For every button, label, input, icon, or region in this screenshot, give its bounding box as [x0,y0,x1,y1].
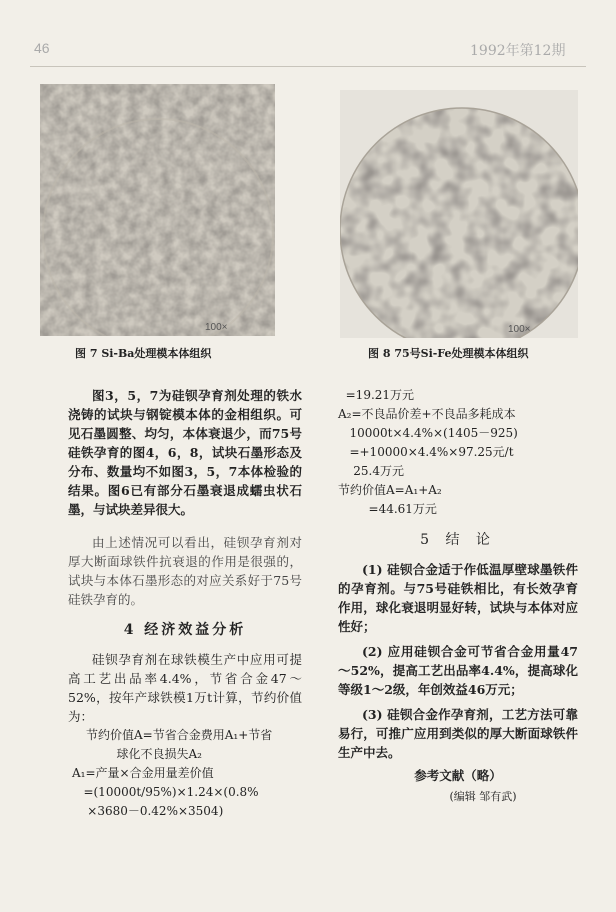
references-note: 参考文献（略） [414,768,502,783]
formula-line: 10000t×4.4%×(1405－925) [338,426,518,440]
formula-line: A₁=产量×合金用量差价值 [72,766,214,780]
figure-8-caption: 图 8 75号Si-Fe处理模本体组织 [368,347,529,360]
issue-label: 1992年第12期 [470,43,566,59]
formula-line: =19.21万元 [338,388,415,402]
left-column [68,386,302,821]
figure-7-scale: 100× [205,322,228,333]
paragraph-economics: 硅钡孕育剂在球铁模生产中应用可提高工艺出品率4.4%，节省合金47～52%，按年产球铁模1万t计算，节约价值为： [68,652,302,724]
figure-8-scale: 100× [508,324,531,335]
conclusion-2: (2) 应用硅钡合金可节省合金用量47～52%，提高工艺出品率4.4%，提高球化等级1～2级，年创效益46万元； [338,644,578,697]
formula-line: =(10000t/95%)×1.24×(0.8% [72,785,259,799]
formula-line: 球化不良损失A₂ [86,747,202,761]
header-rule [30,66,586,67]
editor-note: (编辑 邹有武) [449,790,517,803]
conclusion-3: (3) 硅钡合金作孕育剂，工艺方法可靠易行，可推广应用到类似的厚大断面球铁件生产中去。 [338,707,578,760]
page-number: 46 [34,40,50,56]
micrograph-7-texture [40,84,275,336]
formula-line: =+10000×4.4%×97.25元/t [338,445,514,459]
paragraph-metallography: 图3，5，7为硅钡孕育剂处理的铁水浇铸的试块与钢锭模本体的金相组织。可见石墨圆整、均匀，本体衰退少，而75号硅铁孕育的图4，6，8，试块石墨形态及分布、数量均不如图3，5，7本体检验的结果。图6已有部分石墨衰退成蠕虫状石墨，与试块差异很大。 [68,388,302,517]
formula-line: ×3680－0.42%×3504) [72,804,224,818]
formula-line: 25.4万元 [338,464,404,478]
micrograph-8-texture [340,90,578,338]
paragraph-summary: 由上述情况可以看出，硅钡孕育剂对厚大断面球铁件抗衰退的作用是很强的，试块与本体石墨形态的对应关系好于75号硅铁孕育的。 [68,535,302,607]
conclusion-1: (1) 硅钡合金适于作低温厚壁球墨铁件的孕育剂。与75号硅铁相比，有长效孕育作用，球化衰退明显好转，试块与本体对应性好； [338,562,578,634]
formula-line: =44.61万元 [338,502,437,516]
section-5-title: 5 结 论 [420,532,496,548]
figure-8-micrograph [340,90,578,338]
formula-line: A₂=不良品价差+不良品多耗成本 [338,407,516,421]
figure-7-caption: 图 7 Si-Ba处理模本体组织 [75,347,212,360]
section-4-title: 4 经济效益分析 [123,622,247,638]
right-column [338,386,578,806]
formula-line: 节约价值A=A₁+A₂ [338,483,442,497]
figure-7-micrograph [40,84,275,336]
formula-line: 节约价值A=节省合金费用A₁+节省 [86,728,273,742]
